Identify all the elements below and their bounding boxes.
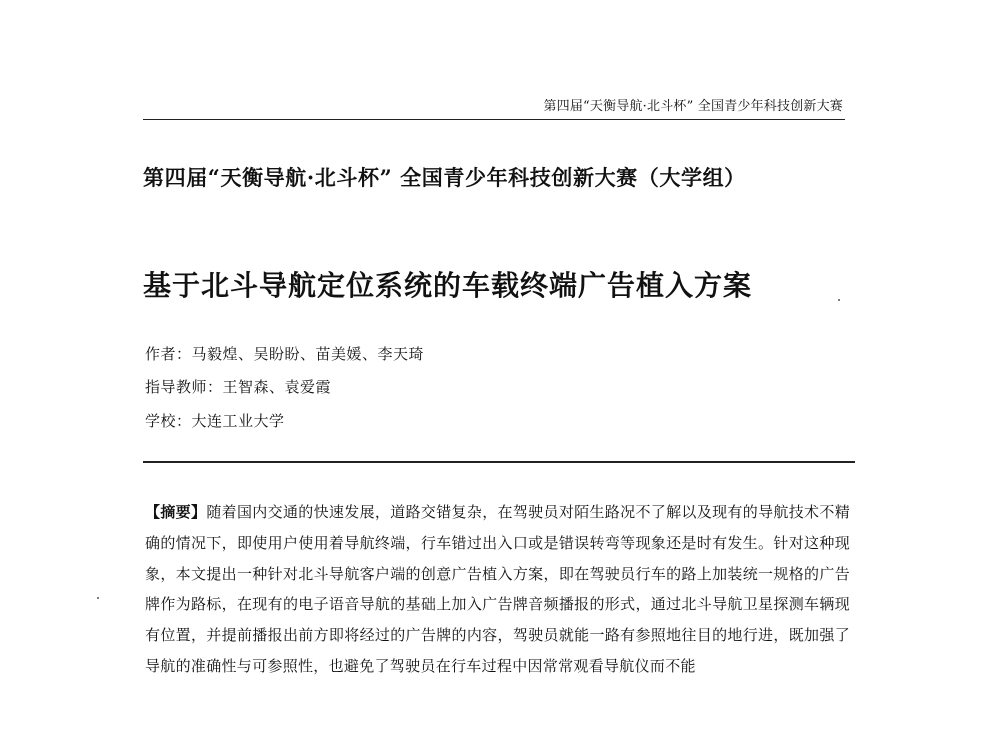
abstract-label: 【摘要】	[145, 503, 207, 521]
advisors-value: 王智森、袁爱霞	[222, 378, 332, 396]
paper-title: 基于北斗导航定位系统的车载终端广告植入方案	[143, 269, 753, 302]
header-rule	[143, 119, 845, 120]
advisors-line	[145, 376, 331, 397]
abstract-paragraph	[145, 497, 850, 682]
school-line	[145, 410, 285, 431]
school-value: 大连工业大学	[191, 412, 285, 430]
authors-label: 作者：	[145, 345, 192, 363]
scan-speck	[97, 597, 99, 599]
advisors-label: 指导教师：	[145, 378, 223, 396]
section-rule	[143, 461, 855, 463]
abstract-text: 随着国内交通的快速发展，道路交错复杂，在驾驶员对陌生路况不了解以及现有的导航技术不精确的情况下，即使用户使用着导航终端，行车错过出入口或是错误转弯等现象还是时有发生。针对这种现象，本文提出一种针对北斗导航客户端的创意广告植入方案，即在驾驶员行车的路上加装统一规格的广告牌作为路标，在现有的电子语音导航的基础上加入广告牌音频播报的形式，通过北斗导航卫星探测车辆现有位置，并提前播报出前方即将经过的广告牌的内容，驾驶员就能一路有参照地往目的地行进，既加强了导航的准确性与可参照性，也避免了驾驶员在行车过程中因常常观看导航仪而不能	[145, 503, 850, 675]
authors-value: 马毅煌、吴盼盼、苗美媛、李天琦	[191, 345, 425, 363]
authors-line	[145, 343, 424, 364]
school-label: 学校：	[145, 412, 192, 430]
competition-title: 第四届“天衡导航·北斗杯” 全国青少年科技创新大赛（大学组）	[143, 165, 746, 190]
running-header: 第四届“天衡导航·北斗杯” 全国青少年科技创新大赛	[543, 99, 843, 114]
scan-speck	[838, 299, 840, 301]
